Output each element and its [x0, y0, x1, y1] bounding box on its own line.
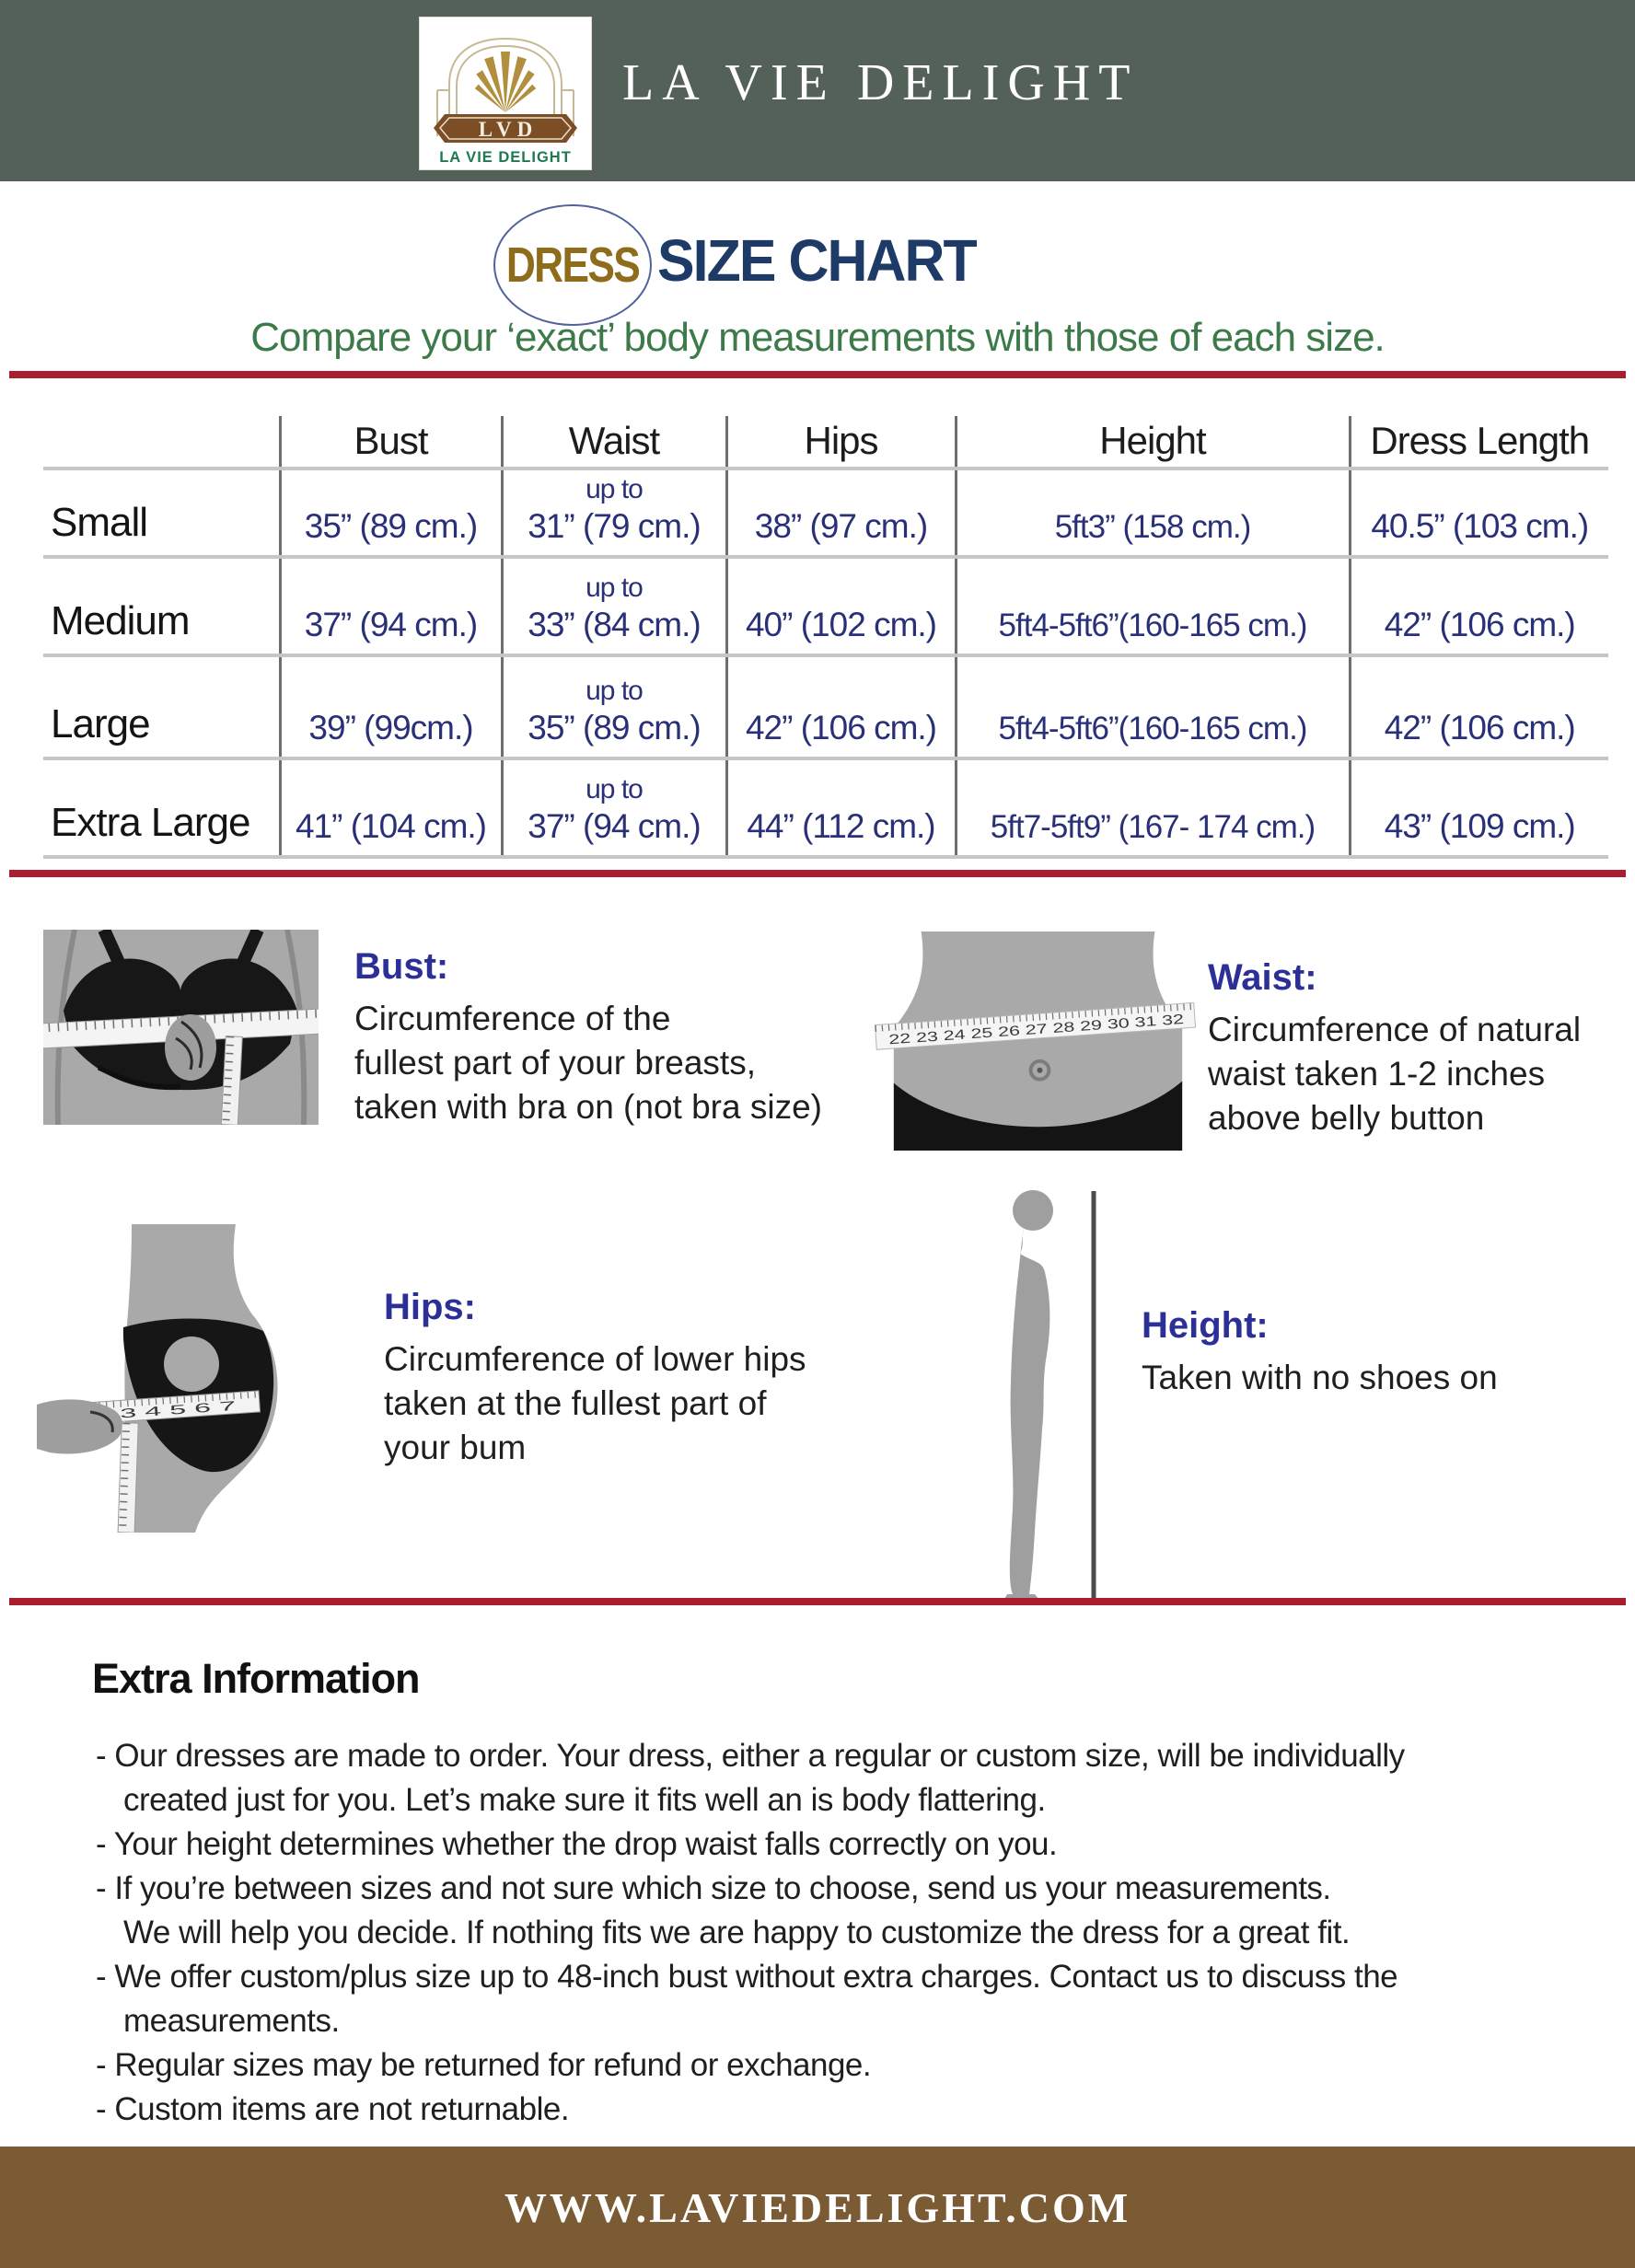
cell-waist [502, 469, 726, 557]
hips-guide [384, 1287, 806, 1470]
cell-dress-length: 42” (106 cm.) [1350, 655, 1608, 758]
cell-height: 5ft3” (158 cm.) [956, 469, 1350, 557]
cell-hips: 40” (102 cm.) [726, 557, 956, 655]
height-label: Height: [1142, 1305, 1269, 1346]
size-label: Medium [43, 557, 280, 655]
cell-height: 5ft4-5ft6”(160-165 cm.) [956, 655, 1350, 758]
column-header-height: Height [956, 416, 1350, 469]
logo-name: LA VIE DELIGHT [439, 149, 572, 166]
bust-label: Bust: [354, 946, 449, 987]
column-header-size [43, 416, 280, 469]
waist-note: up to [586, 676, 643, 706]
waist-note: up to [586, 774, 643, 804]
cell-bust: 37” (94 cm.) [280, 557, 502, 655]
size-label: Extra Large [43, 758, 280, 857]
info-line: - If you’re between sizes and not sure which size to choose, send us your measurements. [96, 1870, 1331, 1906]
divider-red-bottom [9, 1598, 1626, 1605]
info-line: We will help you decide. If nothing fits we are happy to customize the dress for a great fit. [123, 1915, 1351, 1950]
page-title: SIZE CHART [657, 227, 976, 294]
divider-red-middle [9, 870, 1626, 877]
hips-label: Hips: [384, 1287, 476, 1327]
cell-bust: 41” (104 cm.) [280, 758, 502, 857]
size-label: Large [43, 655, 280, 758]
info-line: measurements. [123, 2003, 340, 2039]
dress-badge [493, 204, 652, 326]
dress-badge-label: DRESS [505, 237, 640, 293]
waist-value: 33” (84 cm.) [528, 606, 701, 643]
table-row [43, 655, 1608, 758]
cell-bust: 35” (89 cm.) [280, 469, 502, 557]
guide-text-line: Circumference of natural [1208, 1011, 1582, 1048]
cell-waist [502, 557, 726, 655]
column-header-waist: Waist [502, 416, 726, 469]
column-header-hips: Hips [726, 416, 956, 469]
bust-figure-illustration [43, 930, 319, 1129]
cell-height: 5ft4-5ft6”(160-165 cm.) [956, 557, 1350, 655]
cell-hips: 38” (97 cm.) [726, 469, 956, 557]
waist-tape-numbers: 22 23 24 25 26 27 28 29 30 31 32 [887, 1018, 1095, 1048]
footer-website: WWW.LAVIEDELIGHT.COM [504, 2183, 1131, 2231]
bust-guide [354, 946, 822, 1129]
waist-value: 35” (89 cm.) [528, 709, 701, 746]
waist-note: up to [586, 474, 643, 504]
info-line: - Our dresses are made to order. Your dress, either a regular or custom size, will be individually [96, 1738, 1405, 1774]
guide-text-line: above belly button [1208, 1099, 1485, 1137]
waist-value: 37” (94 cm.) [528, 807, 701, 845]
height-figure-illustration [992, 1186, 1103, 1606]
cell-waist [502, 758, 726, 857]
logo-emblem-icon [419, 17, 592, 170]
cell-dress-length: 42” (106 cm.) [1350, 557, 1608, 655]
guide-text-line: taken with bra on (not bra size) [354, 1088, 822, 1126]
column-header-dress-length: Dress Length [1350, 416, 1608, 469]
divider-red-top [9, 371, 1626, 378]
waist-note: up to [586, 573, 643, 603]
info-line: created just for you. Let’s make sure it fits well an is body flattering. [123, 1782, 1046, 1818]
cell-dress-length: 40.5” (103 cm.) [1350, 469, 1608, 557]
cell-height: 5ft7-5ft9” (167- 174 cm.) [956, 758, 1350, 857]
info-line: - Regular sizes may be returned for refund or exchange. [96, 2047, 872, 2083]
cell-hips: 42” (106 cm.) [726, 655, 956, 758]
brand-title: LA VIE DELIGHT [622, 54, 1139, 111]
hips-figure-illustration [37, 1224, 322, 1537]
waist-value: 31” (79 cm.) [528, 507, 701, 545]
brand-logo [419, 17, 592, 170]
guide-text-line: taken at the fullest part of [384, 1384, 767, 1422]
table-row [43, 758, 1608, 857]
info-line: - Your height determines whether the drop waist falls correctly on you. [96, 1826, 1058, 1862]
cell-hips: 44” (112 cm.) [726, 758, 956, 857]
column-header-bust: Bust [280, 416, 502, 469]
height-measure-icon [992, 1186, 1103, 1602]
table-row [43, 557, 1608, 655]
header-bar [0, 0, 1635, 181]
guide-text-line: fullest part of your breasts, [354, 1044, 756, 1082]
footer-bar [0, 2146, 1635, 2268]
cell-bust: 39” (99cm.) [280, 655, 502, 758]
height-guide [1142, 1305, 1498, 1400]
extra-info-heading: Extra Information [92, 1655, 420, 1702]
page-subtitle: Compare your ‘exact’ body measurements with those of each size. [250, 315, 1385, 360]
waist-measure-icon [874, 932, 1202, 1151]
info-line: - Custom items are not returnable. [96, 2091, 570, 2127]
waist-figure-illustration [874, 932, 1202, 1155]
size-chart-table [43, 416, 1608, 859]
size-label: Small [43, 469, 280, 557]
extra-info-list [96, 1734, 1615, 2132]
guide-text-line: Taken with no shoes on [1142, 1359, 1498, 1396]
guide-text-line: Circumference of the [354, 1000, 671, 1037]
cell-dress-length: 43” (109 cm.) [1350, 758, 1608, 857]
table-row [43, 469, 1608, 557]
guide-text-line: Circumference of lower hips [384, 1340, 806, 1378]
guide-text-line: waist taken 1-2 inches [1208, 1055, 1546, 1093]
waist-guide [1208, 957, 1581, 1140]
guide-text-line: your bum [384, 1429, 527, 1466]
logo-monogram: LVD [478, 118, 539, 141]
waist-label: Waist: [1208, 957, 1317, 998]
cell-waist [502, 655, 726, 758]
info-line: - We offer custom/plus size up to 48-inch bust without extra charges. Contact us to discuss the [96, 1959, 1398, 1995]
hips-measure-icon [37, 1224, 322, 1533]
bust-measure-icon [43, 930, 319, 1125]
table-header-row [43, 416, 1608, 469]
